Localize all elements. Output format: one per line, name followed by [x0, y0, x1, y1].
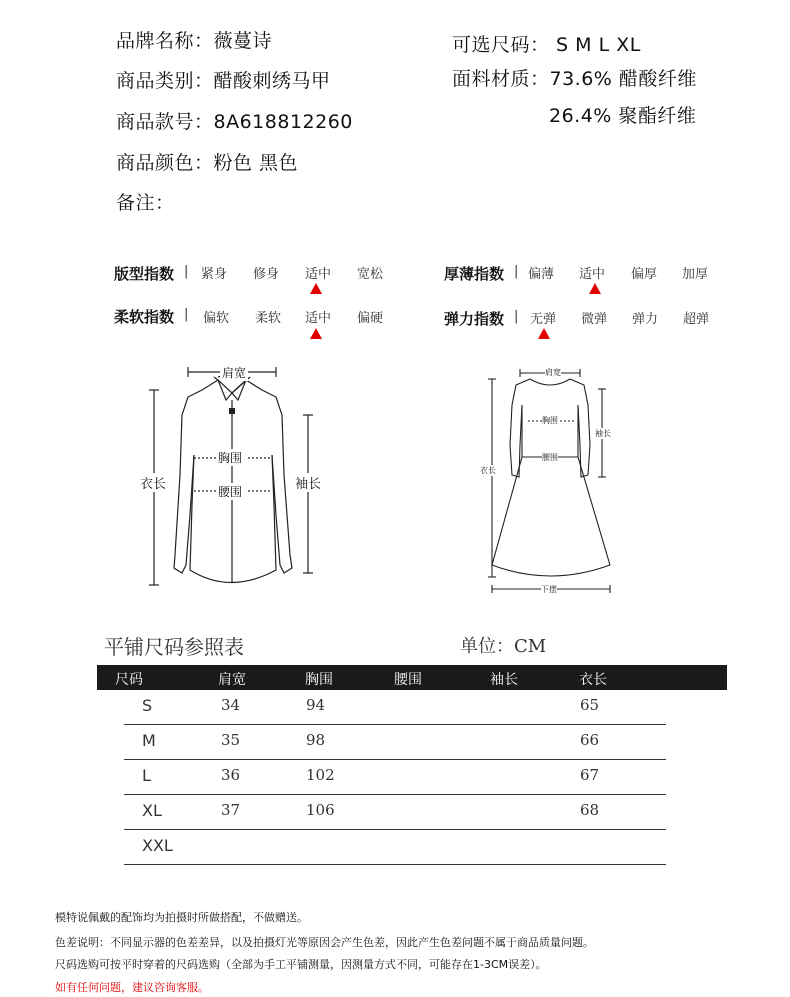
selected-marker-icon	[589, 283, 601, 294]
indicator-separator: |	[514, 264, 519, 279]
shirt-waist-label: 腰围	[218, 485, 243, 499]
indicator-option: 偏厚	[631, 267, 658, 282]
header-waist: 腰围	[394, 672, 422, 688]
available-sizes: 可选尺码： S M L XL	[452, 34, 641, 56]
indicator-option: 紧身	[201, 267, 228, 282]
header-chest: 胸围	[305, 672, 333, 688]
remark: 备注：	[116, 192, 175, 214]
material-line-1: 面料材质：73.6% 醋酸纤维	[452, 68, 697, 90]
cell-chest: 102	[306, 766, 335, 784]
note-color-difference: 色差说明：不同显示器的色差差异，以及拍摄灯光等原因会产生色差，因此产生色差问题不属于商品质量问题。	[55, 936, 594, 949]
dress-chest-label: 胸围	[542, 416, 558, 425]
cell-size: S	[142, 696, 153, 715]
size-table-header	[97, 665, 727, 690]
indicator-option: 偏软	[203, 311, 230, 326]
header-size: 尺码	[115, 672, 143, 688]
header-shoulder: 肩宽	[218, 672, 246, 688]
table-row	[124, 830, 666, 865]
product-color: 商品颜色：粉色 黑色	[116, 152, 299, 174]
shirt-chest-label: 胸围	[218, 451, 243, 465]
dress-shoulder-label: 肩宽	[545, 368, 561, 377]
indicator-separator: |	[184, 264, 189, 279]
indicator-option: 修身	[253, 267, 280, 282]
cell-chest: 106	[306, 801, 335, 819]
dress-hem-label: 下摆	[541, 585, 557, 594]
indicator-option: 适中	[579, 267, 606, 282]
cell-length: 68	[580, 801, 600, 819]
cell-size: M	[142, 731, 156, 750]
indicator-label: 弹力指数	[444, 310, 505, 328]
shirt-sleeve-label: 袖长	[295, 473, 321, 492]
note-accessories: 模特说佩戴的配饰均为拍摄时所做搭配，不做赠送。	[55, 911, 308, 924]
cell-length: 67	[580, 766, 600, 784]
indicator-label: 柔软指数	[114, 308, 175, 326]
cell-shoulder: 36	[221, 766, 241, 784]
cell-size: XXL	[142, 836, 173, 855]
indicator-separator: |	[514, 309, 519, 324]
brand-name: 品牌名称：薇蔓诗	[116, 30, 273, 52]
cell-length: 65	[580, 696, 600, 714]
indicator-separator: |	[184, 307, 189, 322]
shirt-shoulder-label: 肩宽	[222, 366, 247, 380]
indicator-option: 无弹	[530, 312, 557, 327]
cell-shoulder: 37	[221, 801, 241, 819]
size-table-unit: 单位：CM	[460, 636, 547, 657]
table-row	[124, 690, 666, 725]
cell-shoulder: 35	[221, 731, 241, 749]
selected-marker-icon	[538, 328, 550, 339]
indicator-option: 柔软	[255, 311, 282, 326]
note-size-selection: 尺码选购可按平时穿着的尺码选购（全部为手工平铺测量，因测量方式不同，可能存在1-3CM误差）。	[55, 958, 547, 971]
indicator-label: 版型指数	[114, 265, 175, 283]
indicator-option: 弹力	[632, 312, 659, 327]
shirt-length-label: 衣长	[140, 473, 166, 492]
indicator-option: 加厚	[682, 267, 709, 282]
cell-chest: 98	[306, 731, 326, 749]
cell-size: XL	[142, 801, 162, 820]
indicator-option: 偏薄	[528, 267, 555, 282]
dress-measurement-diagram	[472, 365, 622, 595]
selected-marker-icon	[310, 283, 322, 294]
cell-length: 66	[580, 731, 600, 749]
indicator-option: 宽松	[357, 267, 384, 282]
indicator-option: 微弹	[581, 312, 608, 327]
product-style-number: 商品款号：8A618812260	[116, 111, 353, 133]
selected-marker-icon	[310, 328, 322, 339]
header-length: 衣长	[579, 672, 607, 688]
note-contact-service: 如有任何问题，建议咨询客服。	[55, 981, 209, 994]
cell-size: L	[142, 766, 151, 785]
indicator-option: 适中	[305, 311, 332, 326]
dress-waist-label: 腰围	[542, 453, 558, 462]
cell-chest: 94	[306, 696, 326, 714]
cell-shoulder: 34	[221, 696, 241, 714]
indicator-option: 超弹	[683, 312, 710, 327]
table-row	[124, 795, 666, 830]
table-row	[124, 725, 666, 760]
size-table-title: 平铺尺码参照表	[104, 635, 244, 659]
dress-length-label: 衣长	[480, 466, 496, 475]
indicator-label: 厚薄指数	[444, 265, 505, 283]
table-row	[124, 760, 666, 795]
indicator-option: 偏硬	[357, 311, 384, 326]
material-line-2: 26.4% 聚酯纤维	[549, 105, 697, 127]
header-sleeve: 袖长	[490, 672, 518, 688]
dress-sleeve-label: 袖长	[595, 429, 611, 438]
product-category: 商品类别：醋酸刺绣马甲	[116, 70, 331, 92]
indicator-option: 适中	[305, 267, 332, 282]
